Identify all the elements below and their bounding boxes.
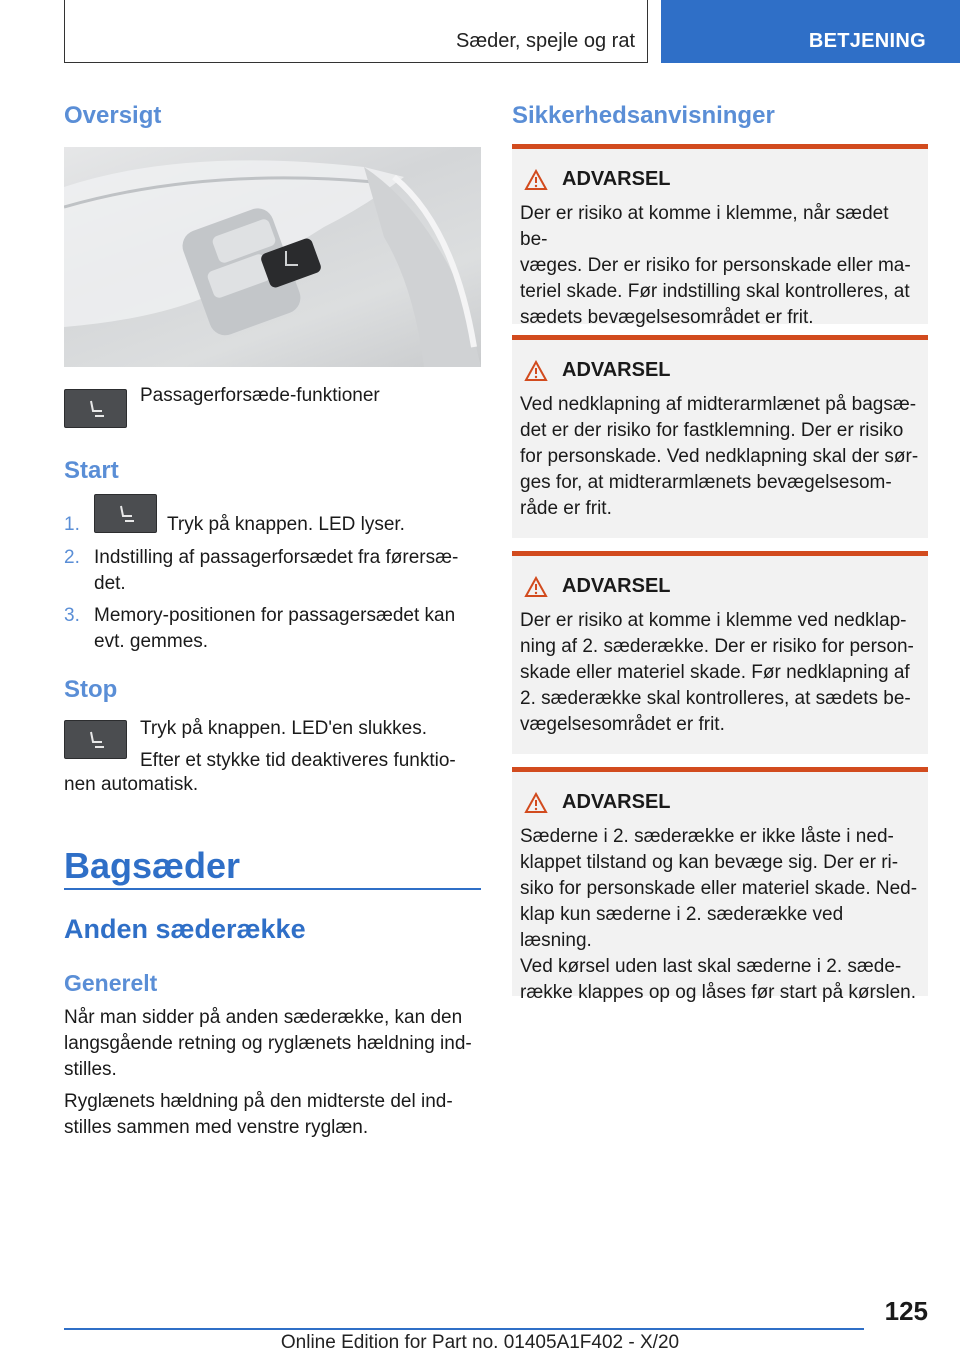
heading-start: Start [64, 457, 119, 484]
heading-bagsaeder: Bagsæder [64, 845, 241, 886]
paragraph-line: Ryglænets hældning på den midterste del ind- [64, 1091, 453, 1112]
step-text: Memory-positionen for passagersædet kan [94, 605, 456, 626]
stop-text: Efter et stykke tid deaktiveres funktio- [140, 750, 456, 771]
photo-caption: Passagerforsæde-funktioner [140, 385, 380, 406]
step-number: 1. [64, 514, 80, 535]
warning-line: ning af 2. sæderække. Der er risiko for person- [520, 636, 914, 657]
paragraph-line: stilles. [64, 1059, 117, 1080]
heading-oversigt: Oversigt [64, 102, 162, 129]
paragraph-line: stilles sammen med venstre ryglæn. [64, 1117, 369, 1138]
warning-triangle-icon [524, 169, 548, 191]
heading-stop: Stop [64, 676, 118, 703]
warning-title: ADVARSEL [562, 791, 671, 813]
heading-generelt: Generelt [64, 970, 158, 996]
heading-rule [64, 888, 481, 890]
step-text: evt. gemmes. [94, 631, 209, 652]
door-panel-illustration [64, 147, 481, 367]
warning-box [512, 144, 928, 328]
heading-sikkerhedsanvisninger: Sikkerhedsanvisninger [512, 102, 775, 129]
warning-line: Ved nedklapning af midterarmlænet på bagsæ- [520, 394, 917, 415]
seat-button-icon [94, 494, 157, 533]
step-number: 3. [64, 605, 80, 626]
warning-line: Der er risiko at komme i klemme, når sædet be- [520, 203, 889, 250]
warning-line: for personskade. Ved nedklapning skal der sør- [520, 446, 919, 467]
warning-title: ADVARSEL [562, 575, 671, 597]
warning-title: ADVARSEL [562, 168, 671, 190]
warning-line: skade eller materiel skade. Før nedklapning af [520, 662, 910, 683]
stop-text: Tryk på knappen. LED'en slukkes. [140, 718, 428, 739]
warning-title: ADVARSEL [562, 359, 671, 381]
seat-switch-photo [64, 147, 481, 367]
warning-triangle-icon [524, 576, 548, 598]
warning-line: teriel skade. Før indstilling skal kontrolleres, at [520, 281, 910, 302]
warning-line: Sæderne i 2. sæderække er ikke låste i ned- [520, 826, 894, 847]
footer-rule [64, 1328, 864, 1330]
warning-box [512, 551, 928, 754]
section-title: Sæder, spejle og rat [456, 30, 635, 52]
warning-line: det er der risiko for fastklemning. Der er risiko [520, 420, 904, 441]
warning-line: klappet tilstand og kan bevæge sig. Der er ri- [520, 852, 899, 873]
seat-button-icon [64, 720, 127, 759]
warning-line: siko for personskade eller materiel skade. Ned- [520, 878, 918, 899]
seat-button-icon [64, 389, 127, 428]
warning-line: væges. Der er risiko for personskade eller ma- [520, 255, 911, 276]
running-header [64, 0, 648, 63]
chapter-tab [661, 0, 960, 63]
warning-line: 2. sæderække skal kontrolleres, at sædets be- [520, 688, 911, 709]
step-number: 2. [64, 547, 80, 568]
page-number: 125 [884, 1296, 928, 1326]
warning-line: Der er risiko at komme i klemme ved nedklap- [520, 610, 907, 631]
stop-text: nen automatisk. [64, 774, 199, 795]
warning-triangle-icon [524, 360, 548, 382]
step-text: Tryk på knappen. LED lyser. [167, 514, 405, 535]
step-text: Indstilling af passagerforsædet fra førersæ- [94, 547, 459, 568]
heading-anden-saederaekke: Anden sæderække [64, 914, 306, 944]
warning-line: råde er frit. [520, 498, 612, 519]
warning-line: vægelsesområdet er frit. [520, 714, 725, 735]
warning-triangle-icon [524, 792, 548, 814]
warning-line: ges for, at midterarmlænets bevægelsesom- [520, 472, 892, 493]
paragraph-line: langsgående retning og ryglænets hældning ind- [64, 1033, 472, 1054]
paragraph-line: Når man sidder på anden sæderække, kan den [64, 1007, 463, 1028]
warning-line: klap kun sæderne i 2. sæderække ved læsning. [520, 904, 844, 951]
chapter-tab-label: BETJENING [808, 30, 926, 52]
warning-line: sædets bevægelsesområdet er frit. [520, 307, 814, 328]
warning-box [512, 767, 928, 1003]
warning-box [512, 335, 928, 538]
footer-edition: Online Edition for Part no. 01405A1F402 - X/20 [280, 1332, 680, 1353]
warning-line: række klappes op og låses før start på kørslen. [520, 982, 916, 1003]
step-text: det. [94, 573, 126, 594]
warning-line: Ved kørsel uden last skal sæderne i 2. sæde- [520, 956, 902, 977]
